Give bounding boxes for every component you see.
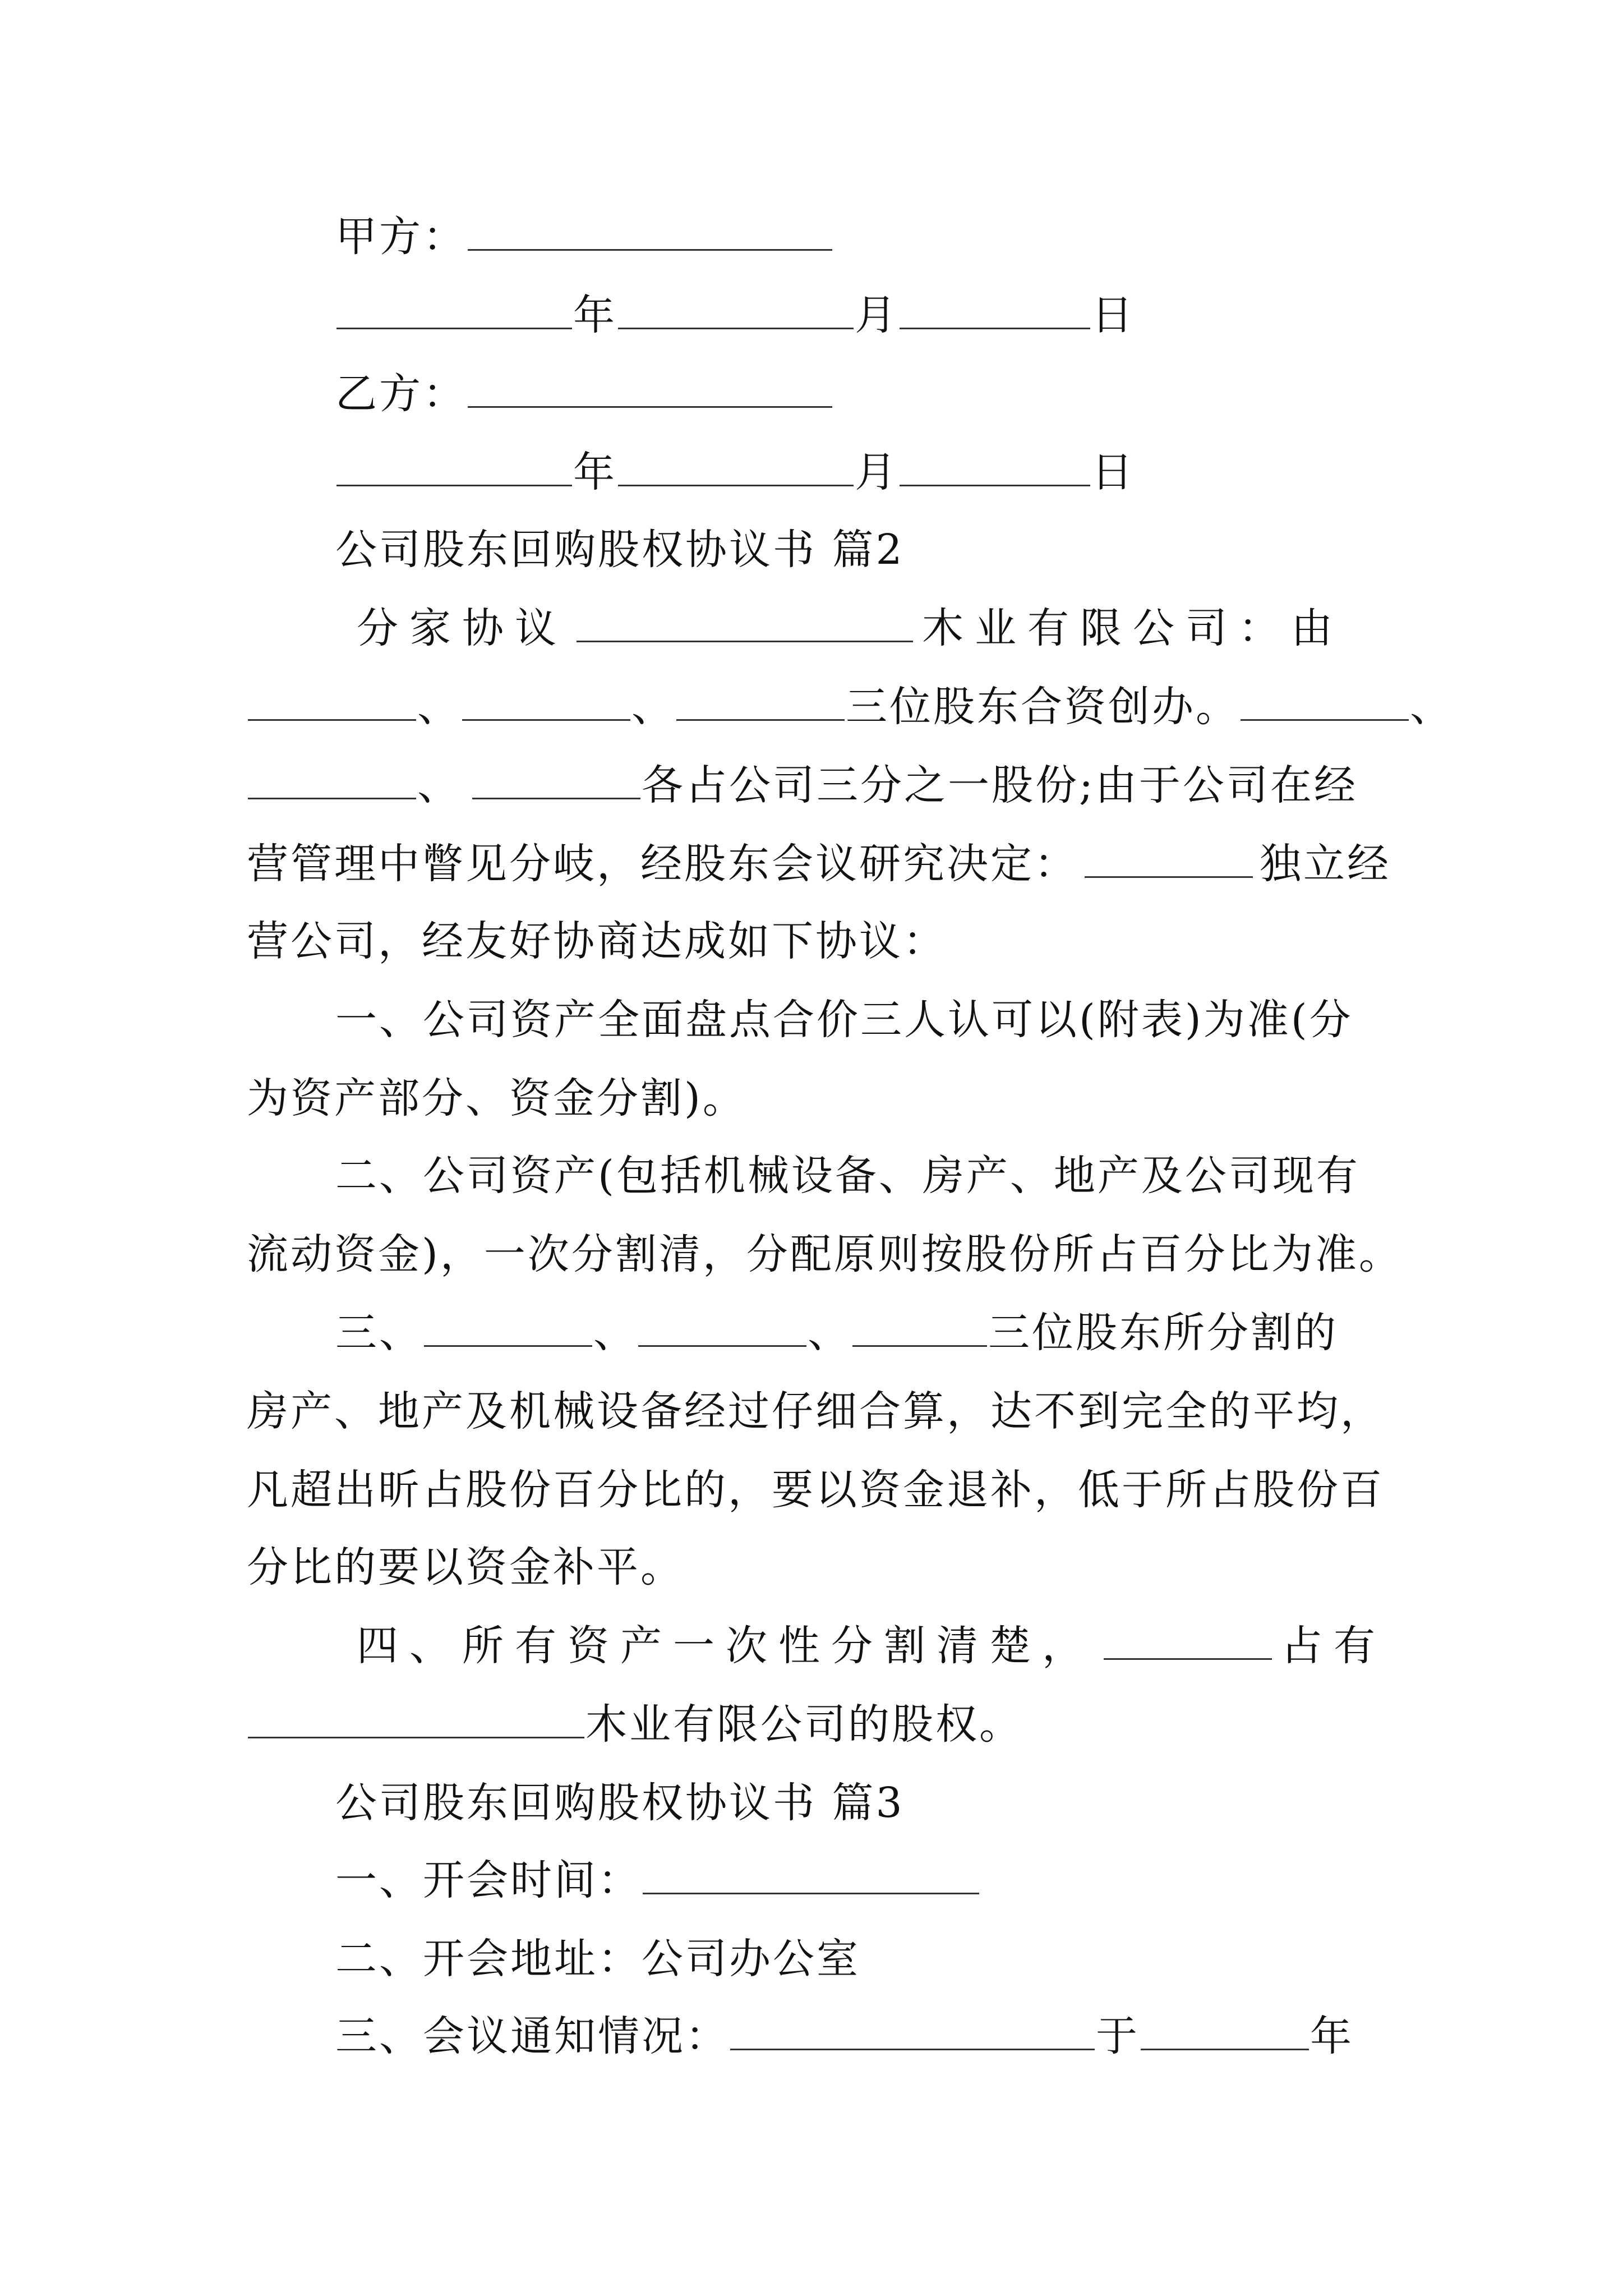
meeting-place-line: 二、开会地址：公司办公室 [335,1935,860,1983]
item4-line1 [357,1618,1386,1674]
intro-text-f: 独立经 [1260,840,1391,888]
year-blank [336,450,572,486]
month-label: 月 [855,448,898,496]
party-b-label: 乙方： [335,370,467,418]
party-a-blank [468,214,832,251]
shareholder-blank [638,1310,806,1347]
shareholder-blank [424,1310,592,1347]
year-label: 年 [573,448,617,496]
item1-line2: 为资产部分、资金分割)。 [247,1074,746,1122]
meeting-time-label: 一、开会时间： [335,1856,642,1904]
meeting-time-blank [643,1858,979,1894]
intro-line-3 [247,757,1358,813]
party-a-date-line [335,287,1135,343]
intro-text-d: 各占公司三分之一股份;由于公司在经 [642,761,1358,809]
meeting-notice-line [335,2008,1354,2064]
intro-text-c: 三位股东合资创办。 [846,683,1239,731]
notice-year-blank [1141,2014,1309,2050]
intro-line-4 [247,836,1391,892]
item2-line1: 二、公司资产(包括机械设备、房产、地产及公司现有 [335,1152,1360,1200]
party-b-line [335,366,833,422]
shareholder-blank [1085,841,1253,878]
item3-line3: 凡超出昕占股份百分比的，要以资金退补，低于所占股份百 [247,1466,1384,1514]
section2-heading: 公司股东回购股权协议书 篇2 [335,526,905,574]
item3-tail: 三位股东所分割的 [988,1309,1338,1357]
month-blank [618,293,854,329]
day-blank [900,293,1090,329]
section3-heading: 公司股东回购股权协议书 篇3 [335,1779,905,1827]
month-blank [618,450,854,486]
day-label: 日 [1091,448,1135,496]
item3-prefix: 三、 [335,1309,423,1357]
party-a-line [335,209,833,265]
separator: 、 [417,761,461,809]
notice-yu: 于 [1096,2012,1140,2060]
item1-line1: 一、公司资产全面盘点合价三人认可以(附表)为准(分 [335,996,1353,1044]
intro-line-1 [357,600,1344,656]
separator: 、 [808,1309,851,1357]
item2-line2: 流动资金)，一次分割清，分配原则按股份所占百分比为准。 [247,1230,1403,1278]
notice-blank [730,2014,1095,2050]
year-label: 年 [573,291,617,339]
item4-text-c: 木业有限公司的股权。 [585,1700,1023,1749]
intro-text-a: 分家协议 [357,604,568,652]
shareholder-blank [462,684,630,721]
notice-year-label: 年 [1310,2012,1354,2060]
intro-line-5: 营公司，经友好协商达成如下协议： [247,917,947,965]
separator: 、 [631,683,675,731]
year-blank [336,293,572,329]
company-name-blank [577,606,913,642]
party-b-blank [468,371,832,408]
intro-text-e: 营管理中瞥见分岐，经股东会议研究决定： [247,840,1078,888]
separator: 、 [593,1309,637,1357]
item4-text-a: 四、所有资产一次性分割清楚， [357,1622,1095,1670]
party-a-label: 甲方： [335,213,467,261]
month-label: 月 [855,291,898,339]
shareholder-blank [1241,684,1409,721]
separator: 、 [1410,683,1454,731]
item3-line4: 分比的要以资金补平。 [247,1543,684,1591]
intro-line-2 [247,679,1454,735]
shareholder-blank [248,763,416,799]
day-blank [900,450,1090,486]
meeting-time-line [335,1852,980,1908]
item4-line2 [247,1696,1023,1752]
item4-text-b: 占有 [1281,1622,1386,1670]
item3-line1 [335,1305,1338,1361]
party-b-date-line [335,444,1135,500]
shareholder-blank [676,684,845,721]
shareholder-blank [1104,1623,1272,1660]
separator: 、 [417,683,461,731]
day-label: 日 [1091,291,1135,339]
intro-text-b: 木业有限公司：由 [922,604,1344,652]
shareholder-blank [852,1310,987,1347]
company-name-blank [248,1702,584,1738]
shareholder-blank [472,763,640,799]
meeting-notice-label: 三、会议通知情况： [335,2012,729,2060]
item3-line2: 房产、地产及机械设备经过仔细合算，达不到完全的平均， [247,1387,1384,1435]
shareholder-blank [248,684,416,721]
